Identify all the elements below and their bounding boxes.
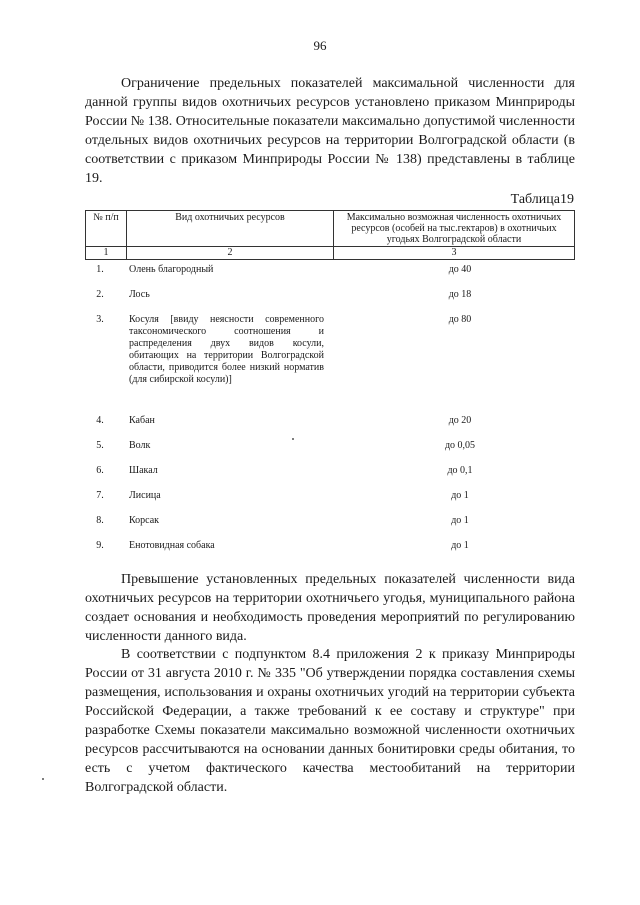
max-count: до 0,05: [444, 440, 476, 451]
methodology-paragraph: В соответствии с подпунктом 8.4 приложения 2 к приказу Минприроды России от 31 августа 2010 г. № 335 "Об утверждении порядка составления схемы размещения, использования и охраны охотничьих угодий на территории субъекта Российской Федерации, а также требований к ее составу и структуре" при разработке Схемы показатели максимально возможной численности охотничьих ресурсов рассчитываются на основании данных бонитировки среды обитания, то есть с учетом фактического качества местообитаний на территории Волгоградской области.: [85, 647, 575, 795]
scan-speck: [292, 438, 294, 440]
species-name: Енотовидная собака: [129, 540, 215, 551]
max-count: до 80: [448, 314, 472, 325]
species-name: Олень благородный: [129, 264, 214, 275]
species-name: Лисица: [129, 490, 161, 501]
table-row: [85, 415, 575, 440]
table-row: [85, 490, 575, 515]
table-header-row: [86, 211, 575, 247]
max-count: до 20: [448, 415, 472, 426]
scan-speck: [42, 778, 44, 780]
row-number: 3.: [96, 314, 104, 325]
exceedance-paragraph: Превышение установленных предельных показателей численности вида охотничьих ресурсов на территории охотничьего угодья, муниципального района создает основания и необходимость проведения мероприятий по регулированию численности данного вида.: [85, 572, 575, 644]
table-body: [85, 264, 575, 565]
species-name: Кабан: [129, 415, 155, 426]
max-count: до 40: [448, 264, 472, 275]
row-number: 1.: [96, 264, 104, 275]
table-row: [85, 515, 575, 540]
row-number: 4.: [96, 415, 104, 426]
table-column-numbers: [86, 247, 575, 260]
table-row: [85, 264, 575, 289]
row-number: 7.: [96, 490, 104, 501]
species-name: Волк: [129, 440, 151, 451]
species-name: Косуля [ввиду неясности современного таксономического соотношения и распределения двух видов косули, обитающих на территории Волгоградской области, приводится более низкий норматив (для сибирской косули)]: [129, 314, 324, 385]
species-name: Корсак: [129, 515, 160, 526]
max-count: до 18: [448, 289, 472, 300]
row-number: 5.: [96, 440, 104, 451]
max-count: до 0,1: [447, 465, 473, 476]
header-species: Вид охотничьих ресурсов: [127, 211, 334, 247]
table-caption: Таблица19: [510, 192, 574, 207]
table-header: [85, 210, 575, 260]
row-number: 6.: [96, 465, 104, 476]
intro-paragraph: Ограничение предельных показателей максимальной численности для данной группы видов охотничьих ресурсов установлено приказом Минприроды России № 138. Относительные показатели максимально допустимой численности отдельных видов охотничьих ресурсов на территории Волгоградской области (в соответствии с приказом Минприроды России № 138) представлены в таблице 19.: [85, 76, 575, 186]
row-number: 2.: [96, 289, 104, 300]
row-number: 9.: [96, 540, 104, 551]
row-number: 8.: [96, 515, 104, 526]
max-count: до 1: [451, 540, 469, 551]
table-row: [85, 289, 575, 314]
header-max-count: Максимально возможная численность охотничьих ресурсов (особей на тыс.гектаров) в охотничьих угодьях Волгоградской области: [334, 211, 575, 247]
table-row: [85, 440, 575, 465]
column-number-2: 2: [127, 247, 334, 260]
species-name: Шакал: [129, 465, 158, 476]
column-number-3: 3: [334, 247, 575, 260]
table-row: [85, 540, 575, 565]
species-name: Лось: [129, 289, 150, 300]
table-row: [85, 465, 575, 490]
header-number: № п/п: [86, 211, 127, 247]
table-row: [85, 314, 575, 415]
max-count: до 1: [451, 515, 469, 526]
page-number: 96: [313, 38, 327, 53]
max-count: до 1: [451, 490, 469, 501]
column-number-1: 1: [86, 247, 127, 260]
